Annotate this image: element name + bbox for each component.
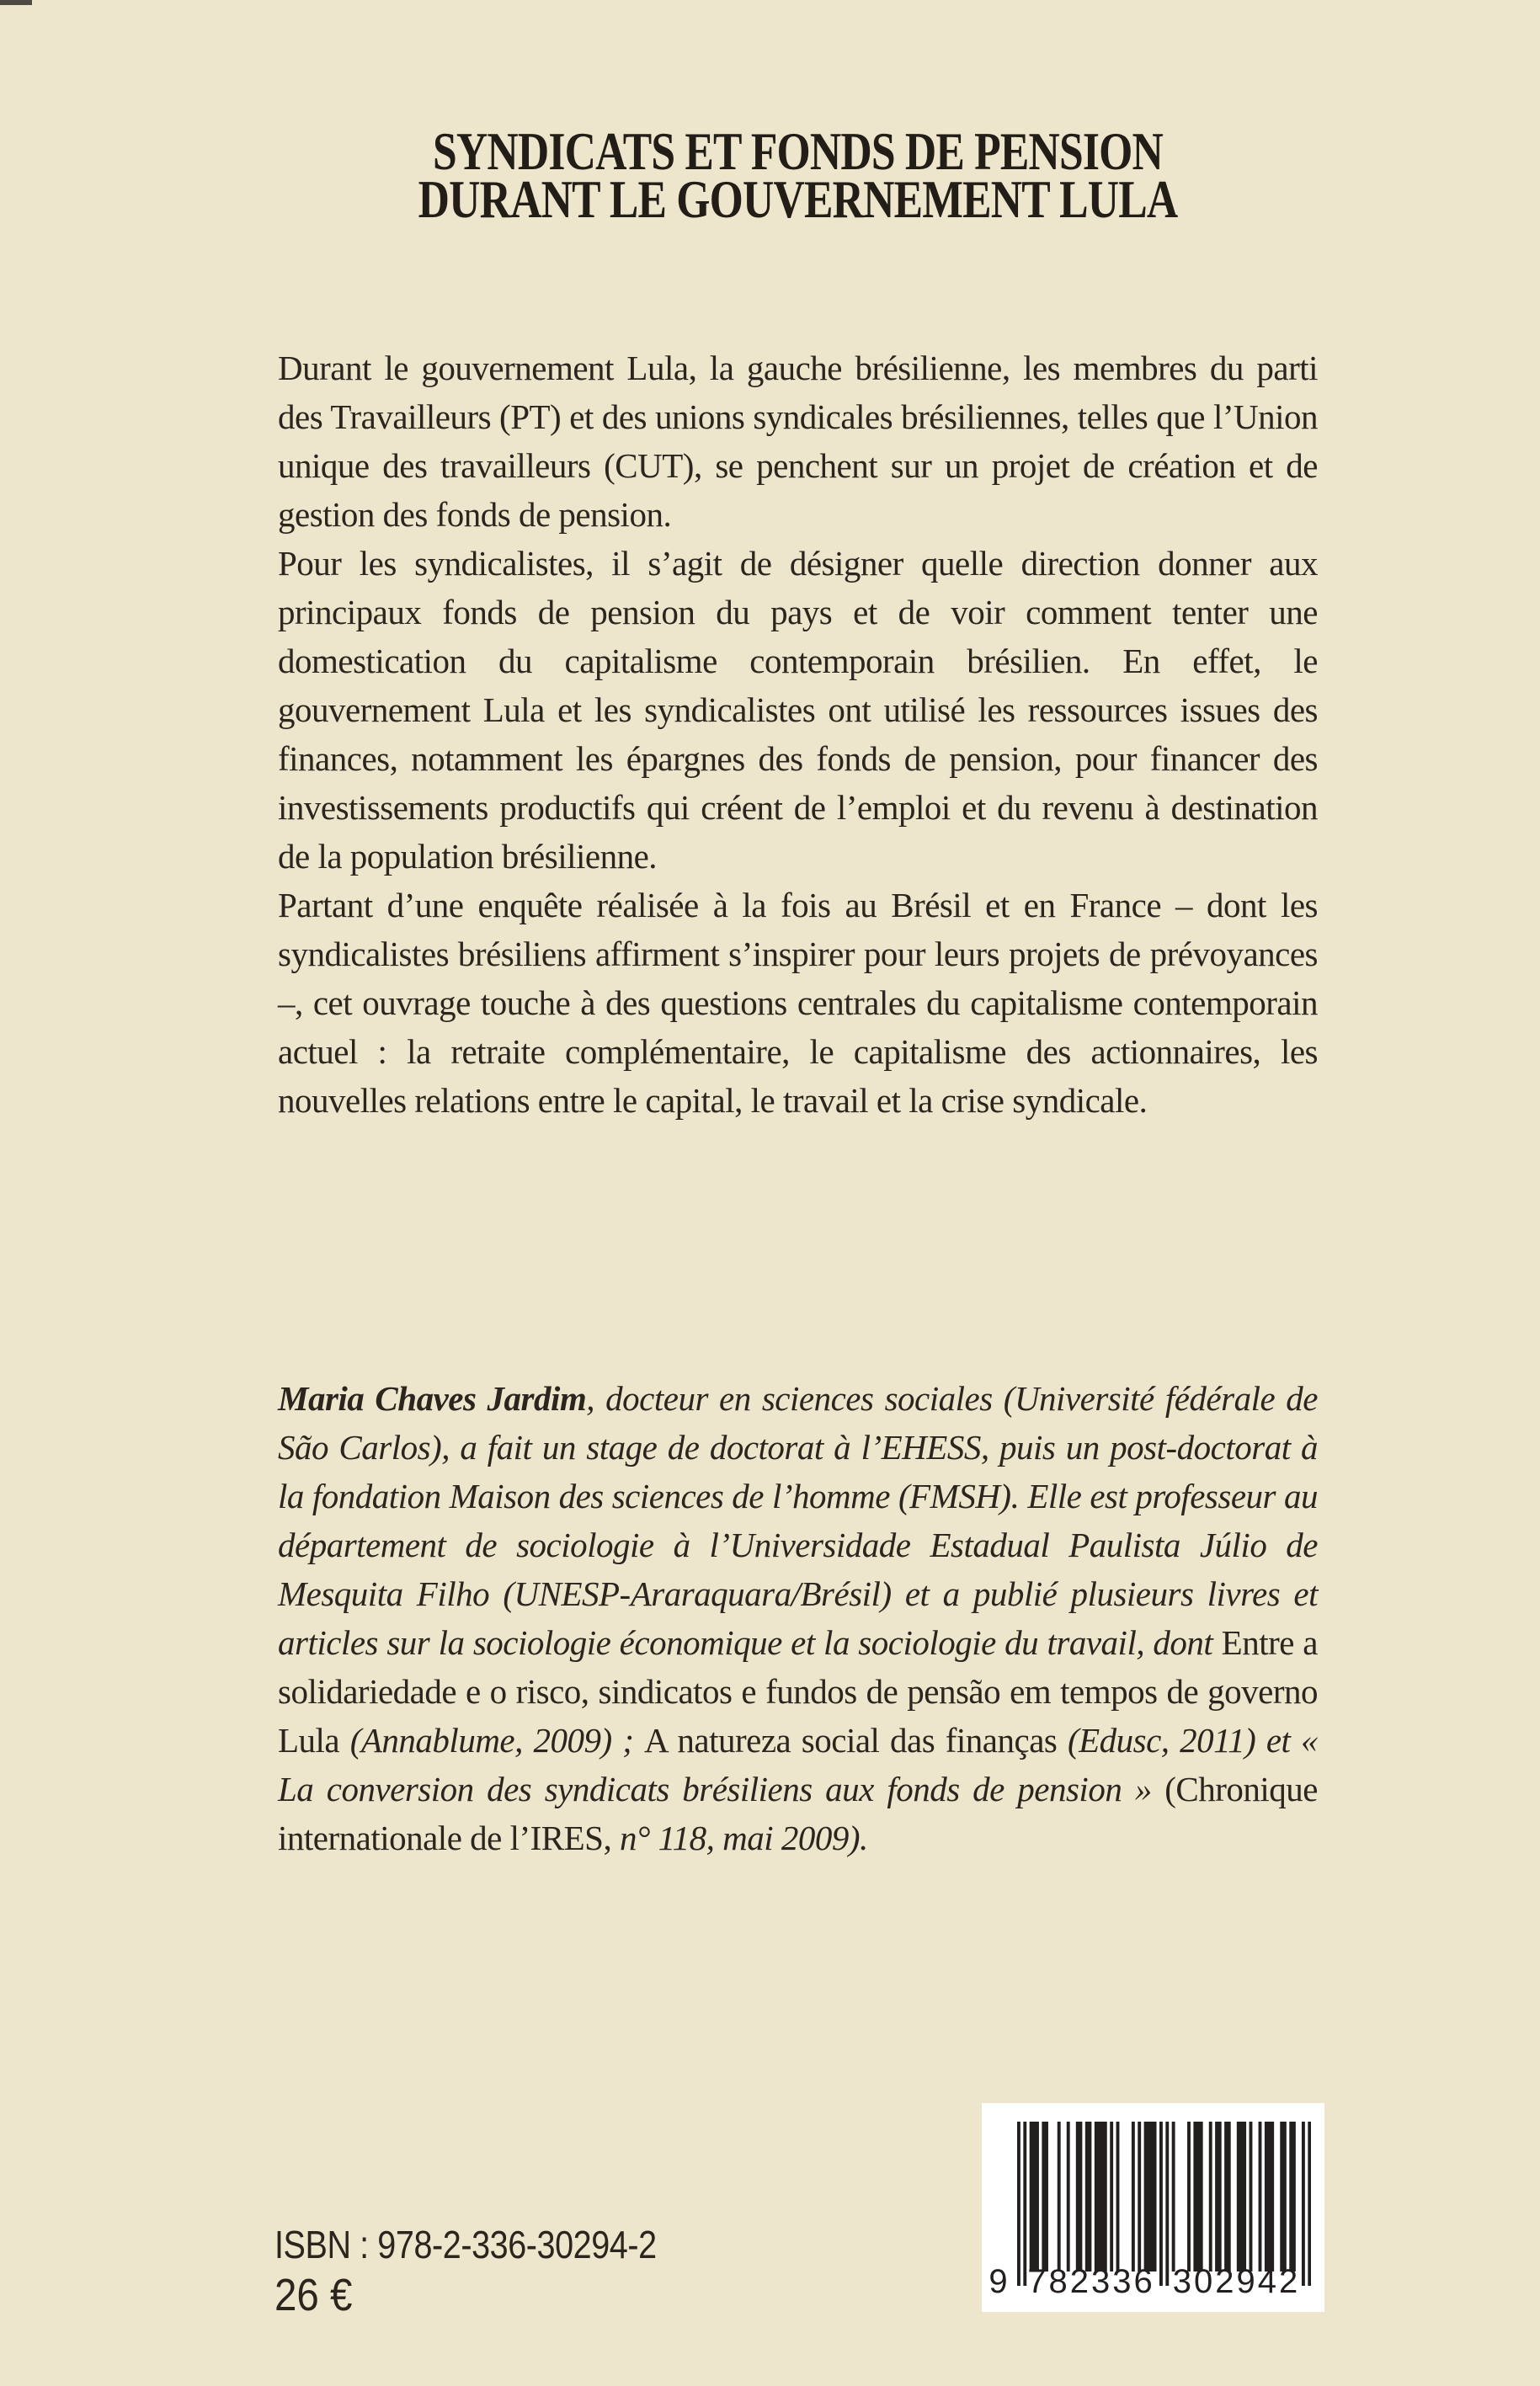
author-bio (278, 1374, 1318, 1862)
bio-segment: n° 118, mai 2009). (620, 1819, 868, 1857)
barcode-digits-left: 782336 (1027, 2263, 1155, 2300)
title-line-2: DURANT LE GOUVERNEMENT LULA (418, 170, 1178, 229)
barcode (982, 2103, 1324, 2312)
bio-segment: Entre a solidariedade e o risco, sindicatos e fundos de pensão em tempos de governo Lula (278, 1623, 1319, 1760)
blurb-paragraph-2: Pour les syndicalistes, il s’agit de désigner quelle direction donner aux principaux fonds de pension du pays et de voir comment tenter une domestication du capitalisme contemporain brésilien. En effet, le gouvernement Lula et les syndicalistes ont utilisé les ressources issues des finances, notamment les épargnes des fonds de pension, pour financer des investissements productifs qui créent de l’emploi et du revenu à destination de la population brésilienne. (278, 544, 1318, 876)
bio-segment: Maria Chaves Jardim (278, 1379, 587, 1418)
barcode-digit-first: 9 (988, 2263, 1010, 2300)
book-title (371, 122, 1224, 229)
isbn-text: ISBN : 978-2-336-30294-2 (274, 2223, 657, 2266)
blurb-paragraph-3: Partant d’une enquête réalisée à la fois au Brésil et en France – dont les syndicalistes brésiliens affirment s’inspirer pour leurs projets de prévoyances –, cet ouvrage touche à des questions centrales du capitalisme contemporain actuel : la retraite complémentaire, le capitalisme des actionnaires, les nouvelles relations entre le capital, le travail et la crise syndicale. (278, 886, 1318, 1120)
back-cover-blurb (278, 344, 1318, 1125)
bio-segment: (Annablume, 2009) ; (349, 1721, 644, 1760)
print-artifact (0, 0, 32, 5)
barcode-digits-right: 302942 (1172, 2263, 1301, 2300)
bio-segment: (Edusc, 2011) et « La conversion des syndicats brésiliens aux fonds de pension » (278, 1721, 1319, 1808)
blurb-paragraph-1: Durant le gouvernement Lula, la gauche brésilienne, les membres du parti des Travailleurs (PT) et des unions syndicales brésiliennes, telles que l’Union unique des travailleurs (CUT), se penchent sur un projet de création et de gestion des fonds de pension. (278, 349, 1318, 534)
bio-segment: (Chronique internationale de l’IRES, (278, 1770, 1318, 1857)
bio-segment: , docteur en sciences sociales (Université fédérale de São Carlos), a fait un stage de doctorat à l’EHESS, puis un post-doctorat à la fondation Maison des sciences de l’homme (FMSH). Elle est professeur au département de sociologie à l’Universidade Estadual Paulista Júlio de Mesquita Filho (UNESP-Araraquara/Brésil) et a publié plusieurs livres et articles sur la sociologie économique et la sociologie du travail, dont (278, 1379, 1319, 1662)
bio-segment: A natureza social das finanças (643, 1721, 1068, 1760)
title-line-1: SYNDICATS ET FONDS DE PENSION (432, 122, 1164, 181)
price-text: 26 € (274, 2270, 353, 2320)
barcode-bars-image (1017, 2122, 1311, 2286)
